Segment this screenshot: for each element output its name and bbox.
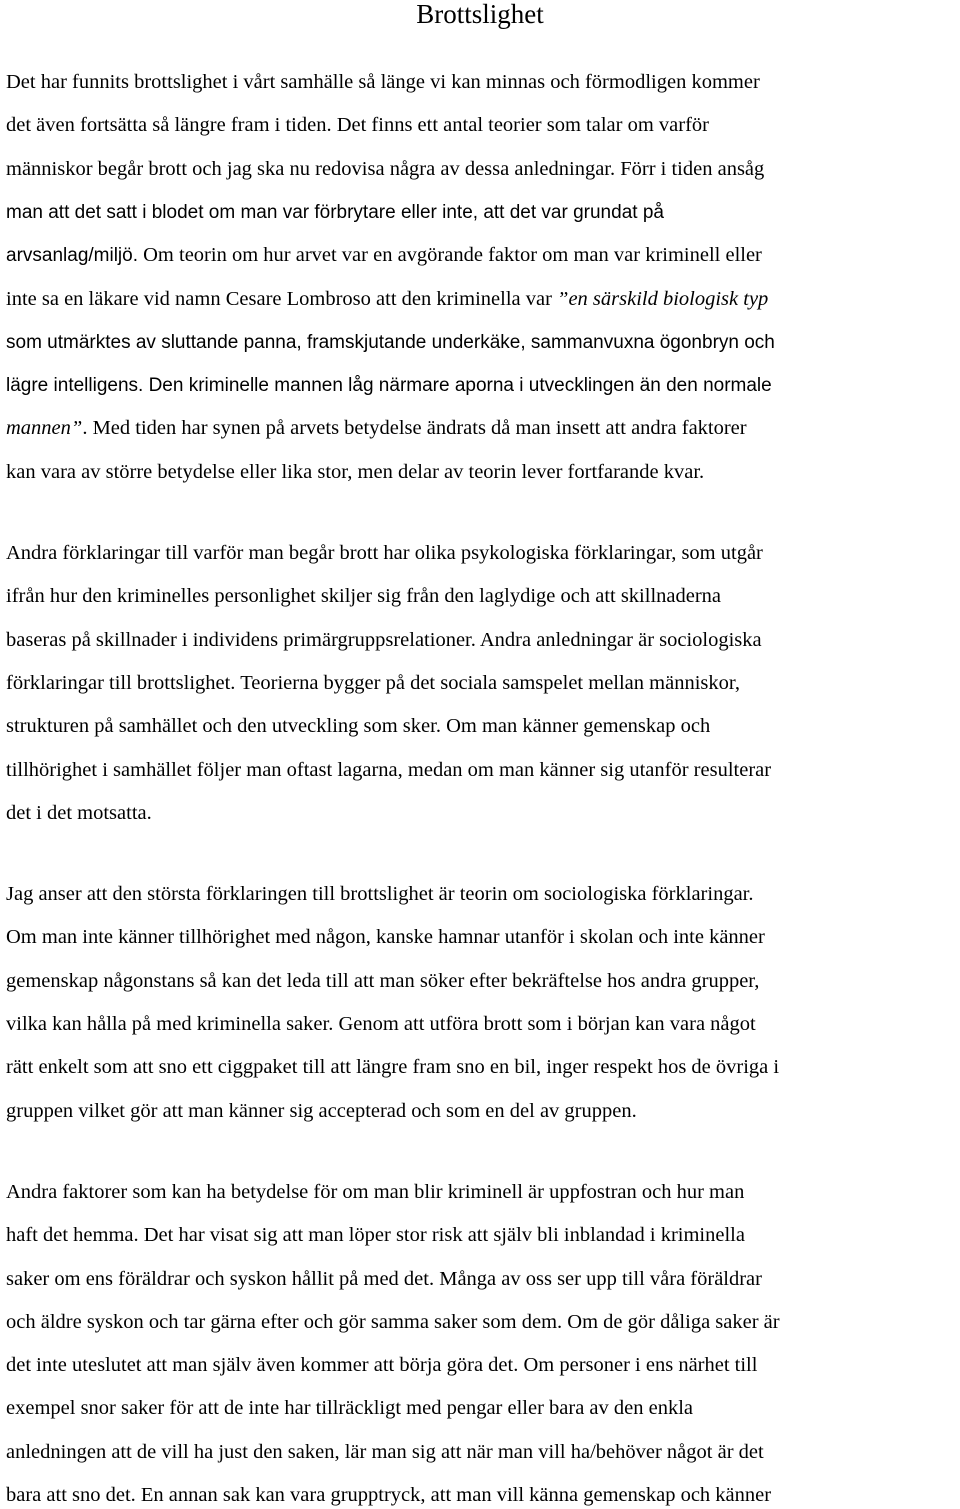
text-segment: anledningen att de vill ha just den saken, lär man sig att när man vill ha/behöver något är det	[6, 1440, 764, 1463]
text-segment: kan vara av större betydelse eller lika stor, men delar av teorin lever fortfarande kvar.	[6, 460, 705, 483]
paragraph-2-line	[6, 539, 763, 567]
text-segment: människor begår brott och jag ska nu redovisa några av dessa anledningar. Förr i tiden ansåg	[6, 157, 765, 180]
text-segment: som utmärktes av sluttande panna, framskjutande underkäke, sammanvuxna ögonbryn och	[6, 331, 775, 353]
paragraph-2-line	[6, 756, 771, 784]
document-title: Brottslighet	[416, 0, 544, 29]
text-segment: haft det hemma. Det har visat sig att man löper stor risk att själv bli inblandad i kriminella	[6, 1224, 745, 1247]
text-segment: Andra faktorer som kan ha betydelse för om man blir kriminell är uppfostran och hur man	[6, 1180, 745, 1203]
text-segment: gruppen vilket gör att man känner sig accepterad och som en del av gruppen.	[6, 1099, 637, 1122]
text-segment: man att det satt i blodet om man var förbrytare eller inte, att det var grundat på	[6, 201, 664, 223]
text-segment: baseras på skillnader i individens primärgruppsrelationer. Andra anledningar är sociologiska	[6, 628, 762, 651]
text-segment: . Med tiden har synen på arvets betydelse ändrats då man insett att andra faktorer	[82, 417, 747, 440]
text-segment: Jag anser att den största förklaringen till brottslighet är teorin om sociologiska förklaringar.	[6, 883, 754, 906]
paragraph-1-line	[6, 68, 760, 96]
paragraph-4-line	[6, 1394, 693, 1422]
paragraph-3-line	[6, 923, 765, 951]
paragraph-4-line	[6, 1265, 762, 1293]
paragraph-1-line	[6, 155, 764, 183]
paragraph-4-line	[6, 1351, 757, 1379]
text-segment: mannen”	[6, 417, 83, 440]
paragraph-1-line	[6, 414, 747, 442]
paragraph-4-line	[6, 1221, 745, 1249]
text-segment: Om man inte känner tillhörighet med någon, kanske hamnar utanför i skolan och inte känner	[6, 926, 765, 949]
paragraph-1-line	[6, 241, 762, 270]
text-segment: ”en särskild biologisk typ	[557, 287, 769, 310]
paragraph-4-line	[6, 1308, 780, 1336]
text-segment: ifrån hur den kriminelles personlighet skiljer sig från den laglydige och att skillnaderna	[6, 585, 722, 608]
paragraph-1-line	[6, 111, 709, 139]
paragraph-4-line	[6, 1178, 744, 1206]
text-segment: saker om ens föräldrar och syskon hållit på med det. Många av oss ser upp till våra föräldrar	[6, 1267, 762, 1290]
text-segment: och äldre syskon och tar gärna efter och gör samma saker som dem. Om de gör dåliga saker är	[6, 1310, 780, 1333]
paragraph-2-line	[6, 669, 740, 697]
paragraph-3-line	[6, 1097, 637, 1125]
paragraph-4-line	[6, 1481, 771, 1509]
paragraph-2-line	[6, 582, 721, 610]
text-segment: rätt enkelt som att sno ett ciggpaket till att längre fram sno en bil, inger respekt hos de övriga i	[6, 1056, 780, 1079]
paragraph-3-line	[6, 1053, 779, 1081]
paragraph-1-line	[6, 328, 775, 357]
text-segment: inte sa en läkare vid namn Cesare Lombroso att den kriminella var	[6, 287, 558, 310]
paragraph-3-line	[6, 1010, 756, 1038]
text-segment: lägre intelligens. Den kriminelle mannen låg närmare aporna i utvecklingen än den normale	[6, 375, 772, 397]
text-segment: förklaringar till brottslighet. Teorierna bygger på det sociala samspelet mellan människor,	[6, 671, 741, 694]
text-segment: exempel snor saker för att de inte har tillräckligt med pengar eller bara av den enkla	[6, 1397, 694, 1420]
paragraph-2-line	[6, 712, 710, 740]
paragraph-3-line	[6, 967, 759, 995]
text-segment: gemenskap någonstans så kan det leda till att man söker efter bekräftelse hos andra grupper,	[6, 969, 760, 992]
text-segment: det även fortsätta så längre fram i tiden. Det finns ett antal teorier som talar om varför	[6, 114, 709, 137]
paragraph-2-line	[6, 626, 762, 654]
text-segment: det i det motsatta.	[6, 801, 152, 824]
text-segment: bara att sno det. En annan sak kan vara grupptryck, att man vill känna gemenskap och känner	[6, 1484, 772, 1506]
text-segment: Andra förklaringar till varför man begår brott har olika psykologiska förklaringar, som utgår	[6, 542, 763, 564]
paragraph-4-line	[6, 1438, 764, 1466]
text-segment: strukturen på samhället och den utveckling som sker. Om man känner gemenskap och	[6, 715, 711, 738]
paragraph-3-line	[6, 880, 754, 908]
text-segment: arvsanlag/miljö.	[6, 245, 138, 267]
paragraph-1-line	[6, 198, 664, 227]
text-segment: vilka kan hålla på med kriminella saker. Genom att utföra brott som i början kan vara något	[6, 1013, 756, 1035]
text-segment: Om teorin om hur arvet var en avgörande faktor om man var kriminell eller	[138, 244, 762, 267]
paragraph-1-line	[6, 285, 768, 313]
text-segment: tillhörighet i samhället följer man oftast lagarna, medan om man känner sig utanför resulterar	[6, 758, 772, 781]
paragraph-1-line	[6, 458, 704, 486]
text-segment: Det har funnits brottslighet i vårt samhälle så länge vi kan minnas och förmodligen kommer	[6, 71, 760, 93]
paragraph-2-line	[6, 799, 152, 827]
paragraph-1-line	[6, 371, 772, 400]
text-segment: det inte uteslutet att man själv även kommer att börja göra det. Om personer i ens närhet till	[6, 1354, 758, 1377]
